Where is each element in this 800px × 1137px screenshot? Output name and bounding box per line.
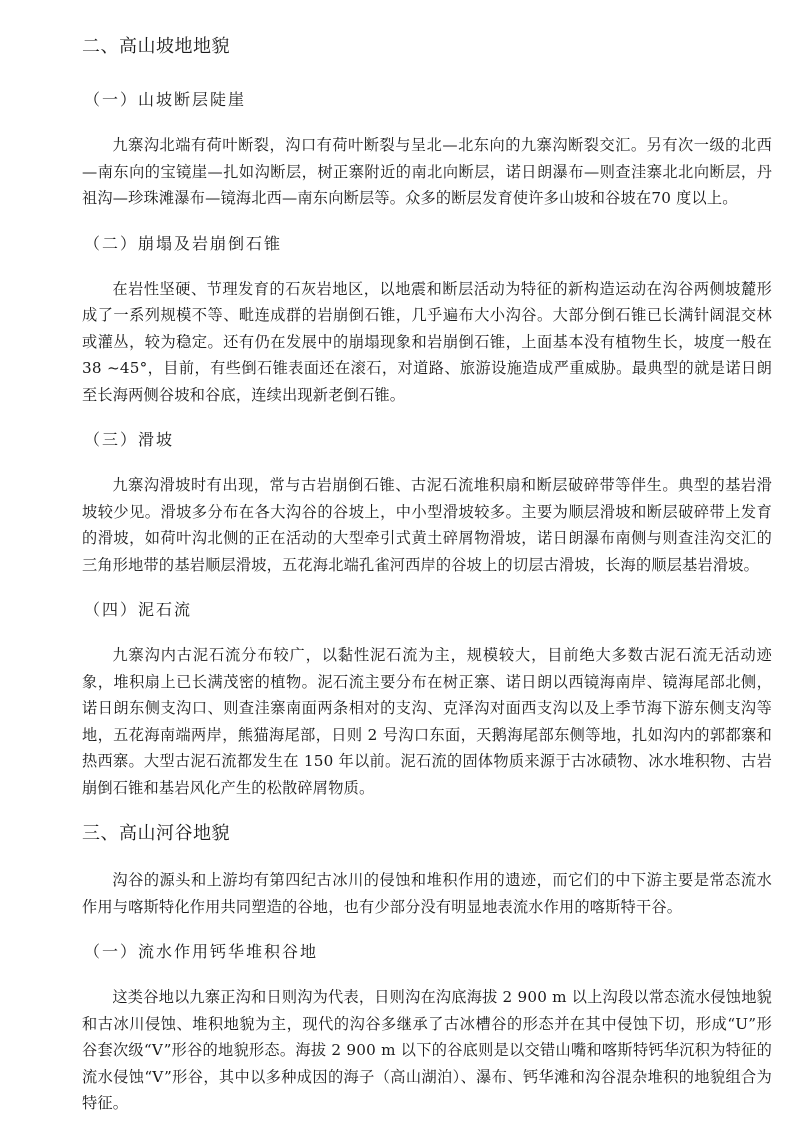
paragraph-river-valley-intro: 沟谷的源头和上游均有第四纪古冰川的侵蚀和堆积作用的遗迹，而它们的中下游主要是常态流水作用与喀斯特化作用共同塑造的谷地，也有少部分没有明显地表流水作用的喀斯特干谷。 <box>82 871 772 916</box>
section-title-river-valley: 三、高山河谷地貌 <box>82 823 230 844</box>
subsection-title-rockfall: （二）崩塌及岩崩倒石锥 <box>84 233 283 253</box>
paragraph-debris-flow: 九寨沟内古泥石流分布较广，以黏性泥石流为主，规模较大，目前绝大多数古泥石流无活动迹象，堆积扇上已长满茂密的植物。泥石流主要分布在树正寨、诺日朗以西镜海南岸、镜海尾部北侧，诺日朗东侧支沟口、则查洼寨南面两条相对的支沟、克泽沟对面西支沟以及上季节海下游东侧支沟等地，五花海南端两岸，熊猫海尾部，日则 2 号沟口东面，天鹅海尾部东侧等地，扎如沟内的郭都寨和热西寨。大型古泥石流都发生在 150 年以前。泥石流的固体物质来源于古冰碛物、冰水堆积物、古岩崩倒石锥和基岩风化产生的松散碎屑物质。 <box>82 646 772 797</box>
subsection-title-travertine-valley: （一）流水作用钙华堆积谷地 <box>84 942 319 961</box>
section-river-valley <box>82 821 772 1117</box>
paragraph-fault-cliff: 九寨沟北端有荷叶断裂，沟口有荷叶断裂与呈北—北东向的九寨沟断裂交汇。另有次一级的北西—南东向的宝镜崖—扎如沟断层，树正寨附近的南北向断层，诺日朗瀑布—则查洼寨北北向断层，丹祖沟—珍珠滩瀑布—镜海北西—南东向断层等。众多的断层发育使许多山坡和谷坡在70 度以上。 <box>82 136 772 207</box>
subsection-title-debris-flow: （四）泥石流 <box>84 600 193 619</box>
document-page <box>82 34 772 1137</box>
section-title-highland-slope: 二、高山坡地地貌 <box>82 36 230 57</box>
subsection-title-landslide: （三）滑坡 <box>84 430 175 449</box>
subsection-title-fault-cliff: （一）山坡断层陡崖 <box>84 90 247 109</box>
paragraph-rockfall: 在岩性坚硬、节理发育的石灰岩地区，以地震和断层活动为特征的新构造运动在沟谷两侧坡麓形成了一系列规模不等、毗连成群的岩崩倒石锥，几乎遍布大小沟谷。大部分倒石锥已长满针阔混交林或灌丛，较为稳定。还有仍在发展中的崩塌现象和岩崩倒石锥，上面基本没有植物生长，坡度一般在 38 ~45°，目前，有些倒石锥表面还在滚石，对道路、旅游设施造成严重威胁。最典型的就是诺日朗至长海两侧谷坡和谷底，连续出现新老倒石锥。 <box>82 279 772 404</box>
paragraph-landslide: 九寨沟滑坡时有出现，常与古岩崩倒石锥、古泥石流堆积扇和断层破碎带等伴生。典型的基岩滑坡较少见。滑坡多分布在各大沟谷的谷坡上，中小型滑坡较多。主要为顺层滑坡和断层破碎带上发育的滑坡，如荷叶沟北侧的正在活动的大型牵引式黄土碎屑物滑坡，诺日朗瀑布南侧与则查洼沟交汇的三角形地带的基岩顺层滑坡，五花海北端孔雀河西岸的谷坡上的切层古滑坡，长海的顺层基岩滑坡。 <box>82 476 772 574</box>
paragraph-travertine-valley: 这类谷地以九寨正沟和日则沟为代表，日则沟在沟底海拔 2 900 m 以上沟段以常态流水侵蚀地貌和古冰川侵蚀、堆积地貌为主，现代的沟谷多继承了古冰槽谷的形态并在其中侵蚀下切，形成“U”形谷套次级“V”形谷的地貌形态。海拔 2 900 m 以下的谷底则是以交错山嘴和喀斯特钙华沉积为特征的流水侵蚀“V”形谷，其中以多种成因的海子（高山湖泊）、瀑布、钙华滩和沟谷混杂堆积的地貌组合为特征。 <box>82 988 772 1112</box>
